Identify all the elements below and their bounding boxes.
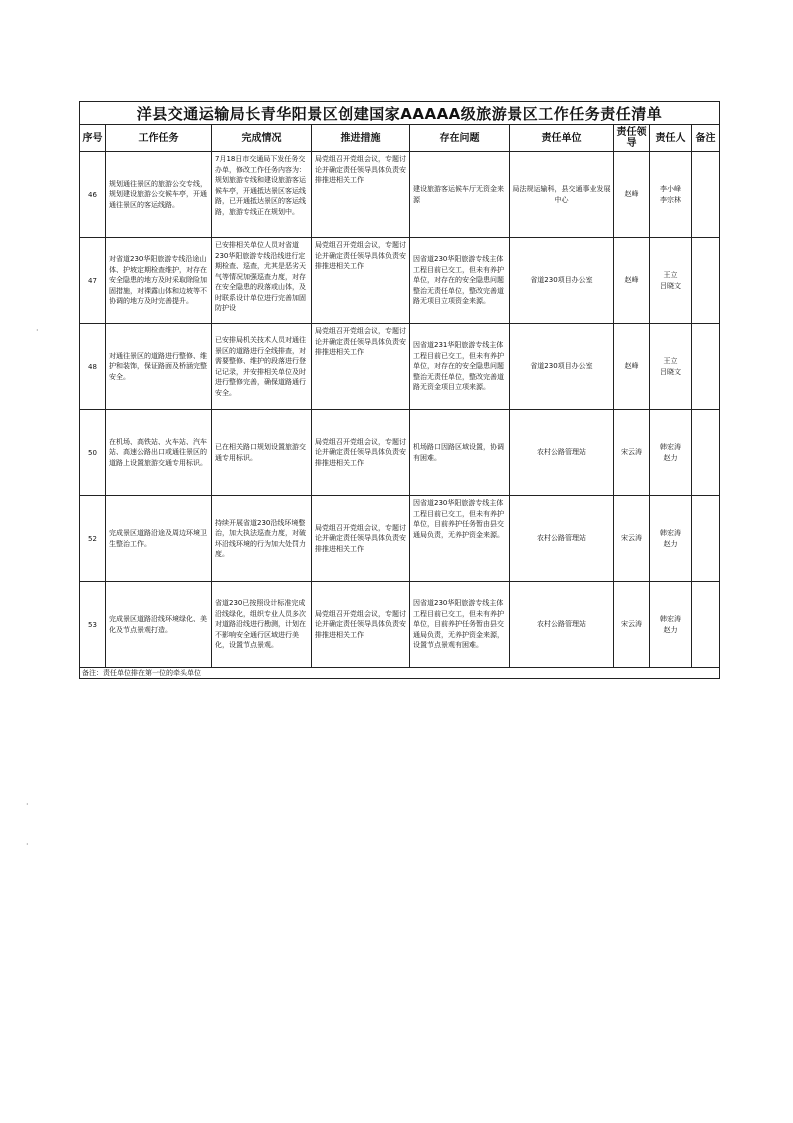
row-remark (692, 238, 720, 324)
header-no: 序号 (80, 125, 106, 152)
row-unit: 省道230项目办公室 (510, 324, 614, 410)
row-measures: 局党组召开党组会议，专题讨论并确定责任领导具体负责安排推进相关工作 (312, 410, 410, 496)
row-problems: 建设旅游客运候车厅无资金来源 (410, 152, 510, 238)
row-leader: 赵峰 (614, 152, 650, 238)
row-task: 完成景区道路沿途及周边环境卫生整治工作。 (106, 496, 212, 582)
scan-speck: · (26, 800, 29, 809)
row-task: 规划通往景区的旅游公交专线，规划建设旅游公交候车亭，开通通往景区的客运线路。 (106, 152, 212, 238)
header-leader: 责任领导 (614, 125, 650, 152)
responsibility-list-sheet (79, 101, 719, 679)
row-leader: 宋云涛 (614, 410, 650, 496)
row-unit: 农村公路管理站 (510, 496, 614, 582)
row-status: 持续开展省道230沿线环境整治，加大执法巡查力度，对破坏沿线环境的行为加大处罚力度。 (212, 496, 312, 582)
row-measures: 局党组召开党组会议，专题讨论并确定责任领导具体负责安排推进相关工作 (312, 238, 410, 324)
table-row (80, 582, 720, 668)
table-row (80, 496, 720, 582)
row-status: 7月18日市交通局下发任务交办单，修改工作任务内容为：规划旅游专线和建设旅游客运候车亭，开通抵达景区客运线路，已开通抵达景区的客运线路，旅游专线正在规划中。 (212, 152, 312, 238)
header-problems: 存在问题 (410, 125, 510, 152)
person-name: 吕晓文 (660, 367, 681, 376)
row-leader: 宋云涛 (614, 496, 650, 582)
row-status: 省道230已按照设计标准完成沿线绿化，组织专业人员多次对道路沿线进行勘测，计划在不影响安全通行区域进行美化，设置节点景观。 (212, 582, 312, 668)
row-no: 48 (80, 324, 106, 410)
row-persons (650, 152, 692, 238)
row-leader: 赵峰 (614, 238, 650, 324)
row-no: 52 (80, 496, 106, 582)
header-persons: 责任人 (650, 125, 692, 152)
task-table (79, 101, 720, 679)
row-remark (692, 324, 720, 410)
header-task: 工作任务 (106, 125, 212, 152)
person-name: 李宗林 (660, 195, 681, 204)
row-persons (650, 410, 692, 496)
row-problems: 因省道230华阳旅游专线主体工程目前已交工，但未有养护单位，对存在的安全隐患问题整治无责任单位，整改完善道路无项目立项资金来源。 (410, 238, 510, 324)
row-leader: 宋云涛 (614, 582, 650, 668)
person-name: 李小峰 (660, 185, 681, 193)
person-name: 韩宏涛 (660, 443, 681, 451)
row-task: 在机场、高铁站、火车站、汽车站、高速公路出口或通往景区的道路上设置旅游交通专用标识。 (106, 410, 212, 496)
row-unit: 局法规运输科，县交通事业发展中心 (510, 152, 614, 238)
person-name: 吕晓文 (660, 281, 681, 290)
row-persons (650, 582, 692, 668)
row-task: 对通往景区的道路进行整修、维护和装饰，保证路面及桥涵完整安全。 (106, 324, 212, 410)
row-remark (692, 152, 720, 238)
row-problems: 因省道230华阳旅游专线主体工程目前已交工，但未有养护单位，目前养护任务暂由县交通局负责，无养护资金来源。 (410, 496, 510, 582)
table-row (80, 324, 720, 410)
person-name: 赵力 (663, 539, 678, 548)
row-unit: 农村公路管理站 (510, 410, 614, 496)
row-unit: 农村公路管理站 (510, 582, 614, 668)
person-name: 赵力 (663, 453, 678, 462)
row-measures: 局党组召开党组会议，专题讨论并确定责任领导具体负责安排推进相关工作 (312, 582, 410, 668)
row-problems: 因省道231华阳旅游专线主体工程目前已交工，但未有养护单位，对存在的安全隐患问题整治无责任单位，整改完善道路无资金项目立项来源。 (410, 324, 510, 410)
row-remark (692, 582, 720, 668)
row-problems: 机场路口因路区域设置，协调有困难。 (410, 410, 510, 496)
row-measures: 局党组召开党组会议，专题讨论并确定责任领导具体负责安排推进相关工作 (312, 152, 410, 238)
table-row (80, 152, 720, 238)
header-row (80, 125, 720, 152)
person-name: 韩宏涛 (660, 615, 681, 623)
row-no: 46 (80, 152, 106, 238)
table-row (80, 238, 720, 324)
row-measures: 局党组召开党组会议，专题讨论并确定责任领导具体负责安排推进相关工作 (312, 496, 410, 582)
person-name: 王立 (663, 357, 678, 365)
row-task: 对省道230华阳旅游专线沿途山体、护坡定期检查维护，对存在安全隐患的地方及时采取除险加固措施，对裸露山体和边坡等不协调的地方及时完善提升。 (106, 238, 212, 324)
row-no: 53 (80, 582, 106, 668)
scan-speck: · (26, 840, 29, 849)
header-unit: 责任单位 (510, 125, 614, 152)
header-remark: 备注 (692, 125, 720, 152)
row-no: 50 (80, 410, 106, 496)
person-name: 王立 (663, 271, 678, 279)
row-status: 已在相关路口规划设置旅游交通专用标识。 (212, 410, 312, 496)
row-task: 完成景区道路沿线环境绿化、美化及节点景观打造。 (106, 582, 212, 668)
row-problems: 因省道230华阳旅游专线主体工程目前已交工，但未有养护单位，目前养护任务暂由县交通局负责，无养护资金来源，设置节点景观有困难。 (410, 582, 510, 668)
scan-speck: · (36, 326, 39, 335)
row-no: 47 (80, 238, 106, 324)
row-persons (650, 238, 692, 324)
row-persons (650, 324, 692, 410)
person-name: 韩宏涛 (660, 529, 681, 537)
row-measures: 局党组召开党组会议，专题讨论并确定责任领导具体负责安排推进相关工作 (312, 324, 410, 410)
row-leader: 赵峰 (614, 324, 650, 410)
row-unit: 省道230项目办公室 (510, 238, 614, 324)
header-status: 完成情况 (212, 125, 312, 152)
person-name: 赵力 (663, 625, 678, 634)
row-status: 已安排相关单位人员对省道230华阳旅游专线沿线进行定期检查、巡查，尤其是恶劣天气等情况加强巡查力度，对存在安全隐患的段落或山体，及时联系设计单位进行完善加固防护设 (212, 238, 312, 324)
document-title: 洋县交通运输局长青华阳景区创建国家AAAAA级旅游景区工作任务责任清单 (80, 102, 720, 125)
header-measures: 推进措施 (312, 125, 410, 152)
table-row (80, 410, 720, 496)
row-status: 已安排局机关技术人员对通往景区的道路进行全线排查，对需要整修、维护的段落进行登记记录，并安排相关单位及时进行整修完善，确保道路通行安全。 (212, 324, 312, 410)
table-note: 备注：责任单位排在第一位的牵头单位 (80, 668, 720, 679)
row-remark (692, 496, 720, 582)
row-remark (692, 410, 720, 496)
row-persons (650, 496, 692, 582)
